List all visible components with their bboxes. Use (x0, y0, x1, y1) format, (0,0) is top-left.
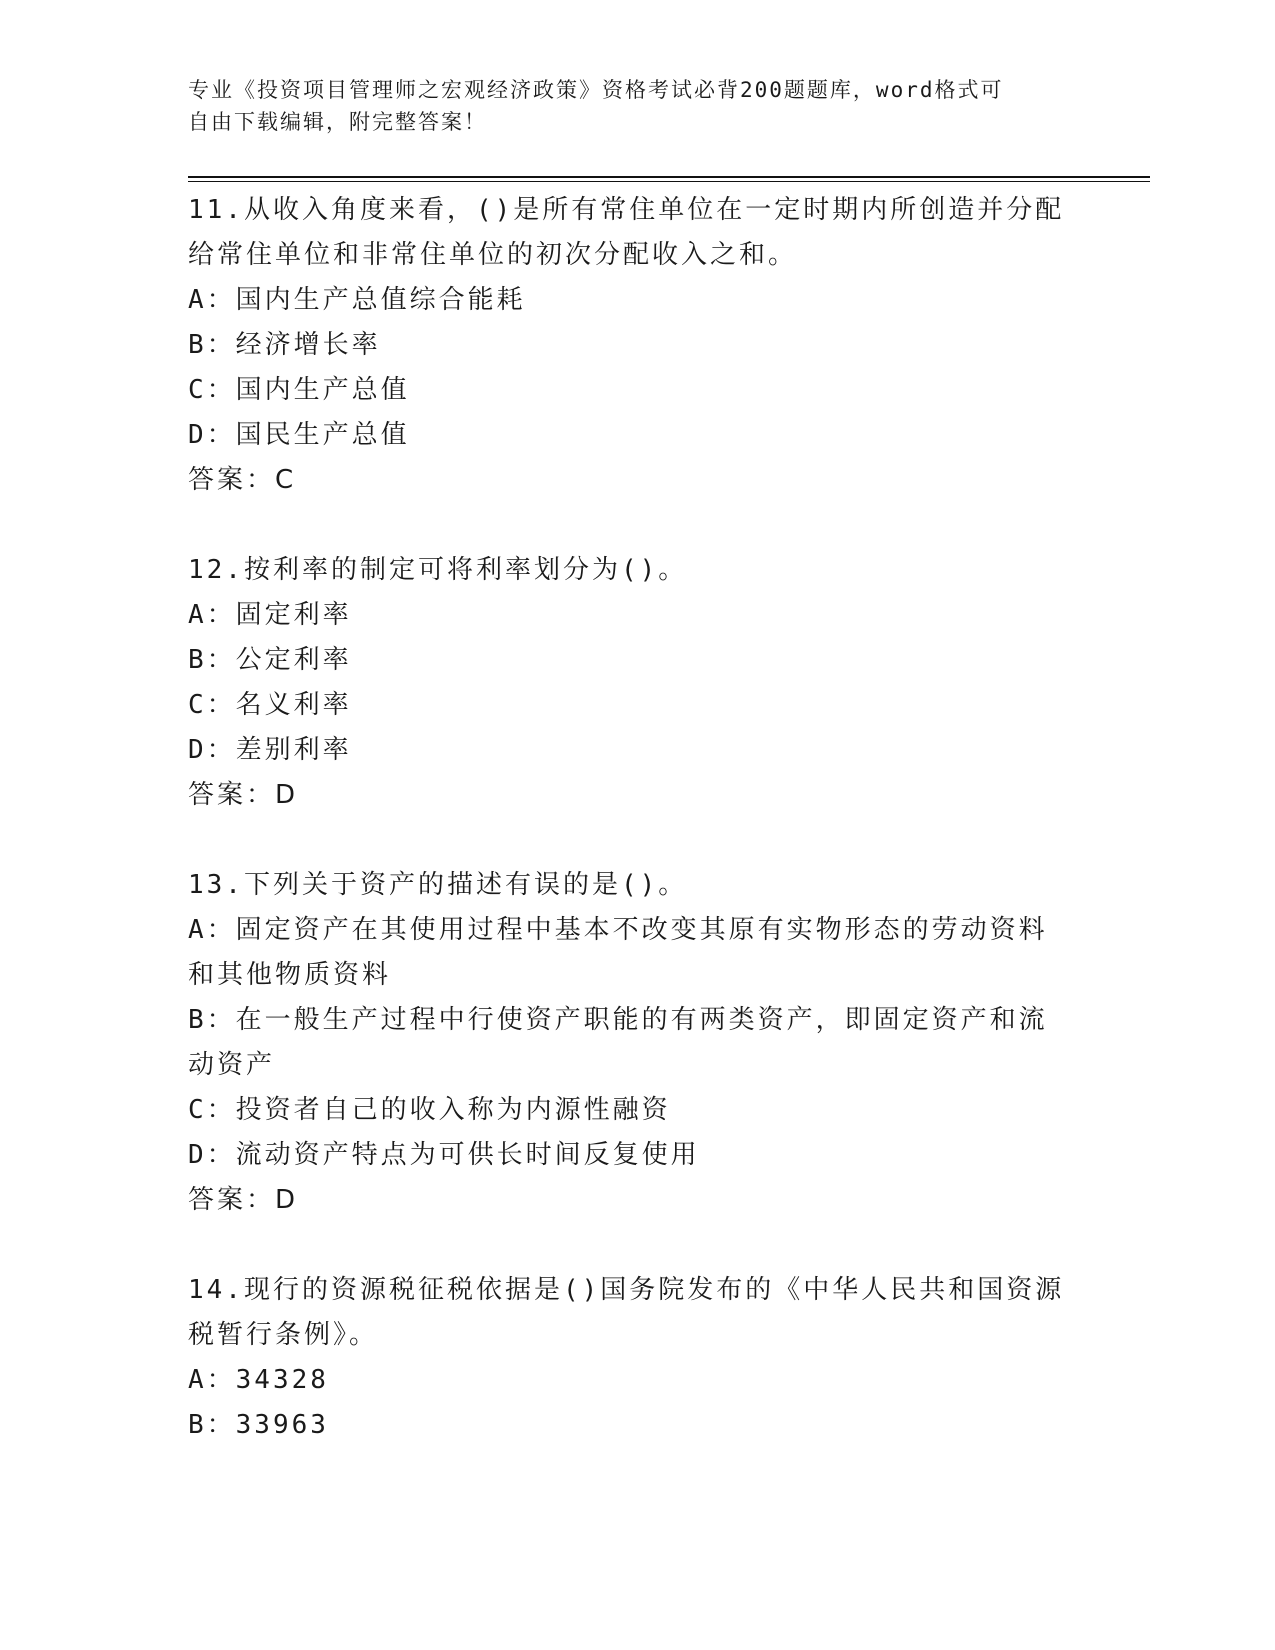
question-text: 按利率的制定可将利率划分为()。 (243, 555, 688, 585)
answer-line (188, 458, 1068, 503)
question-stem (188, 1268, 1068, 1358)
option-key: A： (188, 600, 236, 630)
option-a (188, 1358, 1068, 1403)
answer-line (188, 1178, 1068, 1223)
option-b (188, 1403, 1068, 1448)
option-text: 国民生产总值 (235, 420, 410, 450)
option-key: D： (188, 420, 236, 450)
question-number: 11. (188, 195, 244, 225)
option-key: D： (188, 1140, 236, 1170)
option-a (188, 908, 1068, 998)
question-11 (188, 188, 1068, 503)
answer-value: C (275, 465, 297, 495)
option-a (188, 278, 1068, 323)
option-text: 固定资产在其使用过程中基本不改变其原有实物形态的劳动资料和其他物质资料 (188, 915, 1048, 990)
answer-value: D (275, 1185, 299, 1215)
option-key: B： (188, 330, 236, 360)
option-c (188, 1088, 1068, 1133)
question-12 (188, 548, 1068, 818)
option-text: 名义利率 (235, 690, 352, 720)
question-text: 从收入角度来看，()是所有常住单位在一定时期内所创造并分配给常住单位和非常住单位的初次分配收入之和。 (188, 195, 1065, 270)
question-stem (188, 188, 1068, 278)
answer-label: 答案： (188, 1185, 276, 1215)
question-number: 14. (188, 1275, 244, 1305)
header-line-2: 自由下载编辑，附完整答案！ (188, 110, 487, 134)
option-text: 国内生产总值综合能耗 (235, 285, 526, 315)
option-b (188, 323, 1068, 368)
question-stem (188, 548, 1068, 593)
option-b (188, 638, 1068, 683)
question-list (188, 188, 1068, 1493)
option-text: 公定利率 (235, 645, 352, 675)
option-text: 投资者自己的收入称为内源性融资 (235, 1095, 671, 1125)
option-key: D： (188, 735, 236, 765)
option-text: 国内生产总值 (235, 375, 410, 405)
question-number: 13. (188, 870, 244, 900)
option-key: C： (188, 1095, 236, 1125)
option-key: A： (188, 285, 236, 315)
question-number: 12. (188, 555, 244, 585)
option-key: B： (188, 1410, 236, 1440)
option-text: 经济增长率 (235, 330, 381, 360)
option-text: 流动资产特点为可供长时间反复使用 (235, 1140, 700, 1170)
option-text: 差别利率 (235, 735, 352, 765)
answer-label: 答案： (188, 465, 276, 495)
option-text: 在一般生产过程中行使资产职能的有两类资产，即固定资产和流动资产 (188, 1005, 1048, 1080)
option-d (188, 1133, 1068, 1178)
option-key: C： (188, 690, 236, 720)
option-d (188, 728, 1068, 773)
document-header (188, 74, 1068, 138)
option-key: B： (188, 645, 236, 675)
option-key: A： (188, 1365, 236, 1395)
option-c (188, 683, 1068, 728)
option-text: 固定利率 (235, 600, 352, 630)
answer-line (188, 773, 1068, 818)
option-b (188, 998, 1068, 1088)
header-line-1: 专业《投资项目管理师之宏观经济政策》资格考试必背200题题库，word格式可 (188, 78, 1004, 102)
option-key: C： (188, 375, 236, 405)
option-a (188, 593, 1068, 638)
question-14 (188, 1268, 1068, 1448)
question-13 (188, 863, 1068, 1223)
option-d (188, 413, 1068, 458)
option-c (188, 368, 1068, 413)
answer-value: D (275, 780, 299, 810)
option-text: 34328 (235, 1365, 329, 1395)
option-key: A： (188, 915, 236, 945)
option-text: 33963 (235, 1410, 329, 1440)
header-divider (188, 176, 1150, 182)
answer-label: 答案： (188, 780, 276, 810)
question-stem (188, 863, 1068, 908)
question-text: 下列关于资产的描述有误的是()。 (243, 870, 688, 900)
question-text: 现行的资源税征税依据是()国务院发布的《中华人民共和国资源税暂行条例》。 (188, 1275, 1065, 1350)
option-key: B： (188, 1005, 236, 1035)
